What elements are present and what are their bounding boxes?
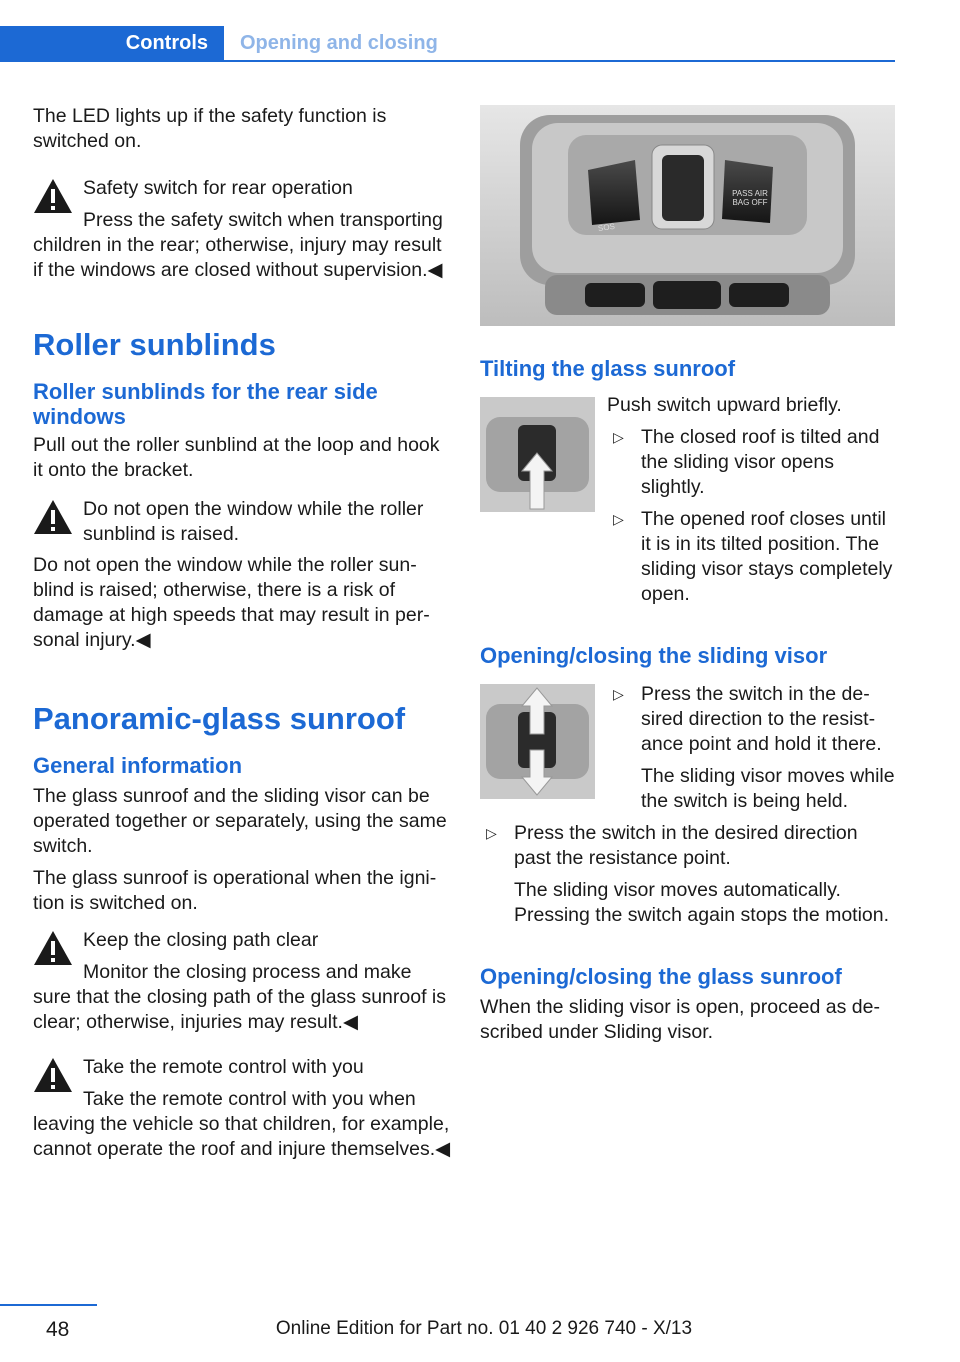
- roller-text: Pull out the roller sunblind at the loop and hook it onto the bracket.: [33, 434, 440, 481]
- warning-icon: [33, 930, 73, 966]
- warning-title: Take the remote control with you: [83, 1056, 364, 1078]
- list-item: ▷ Press the switch in the desired direction past the resistance point.: [486, 822, 858, 869]
- warning-text: Take the remote control with you when leaving the vehicle so that children, for example, cannot operate the roof and injure themselves.◀: [33, 1088, 451, 1160]
- heading-general-info: General information: [33, 753, 243, 778]
- list-bullet-icon: ▷: [613, 511, 624, 527]
- warning-roller: [33, 497, 451, 653]
- page-header: [0, 0, 895, 62]
- warning-closing-path: [33, 928, 451, 1035]
- footer-rule: [0, 1304, 97, 1306]
- switch-tilt-photo: [480, 397, 595, 512]
- warning-text: Do not open the window while the roller sunblind is raised; otherwise, there is a risk of damage at high speeds that may result in personal injury.◀: [33, 554, 430, 651]
- heading-panoramic: Panoramic-glass sunroof: [33, 701, 406, 736]
- warning-text: Monitor the closing process and make sure that the closing path of the glass sunroof is clear; otherwise, injuries may result.◀: [33, 961, 446, 1033]
- warning-title: Do not open the window while the roller sunblind is raised.: [83, 498, 424, 545]
- page-number: 48: [46, 1318, 70, 1341]
- heading-tilting: Tilting the glass sunroof: [480, 356, 736, 381]
- list-item: ▷ Press the switch in the desired direction to the resistance point and hold it there.: [613, 683, 882, 755]
- right-column: [480, 356, 895, 1045]
- list-item: ▷ The opened roof closes until it is in its tilted position. The sliding visor stays completely open.: [613, 508, 893, 605]
- visor-item2-note: The sliding visor moves automatically. Pressing the switch again stops the motion.: [514, 879, 890, 926]
- heading-sliding-visor: Opening/closing the sliding visor: [480, 643, 828, 668]
- warning-text: Press the safety switch when transporting children in the rear; otherwise, injury may result if the windows are closed without supervision.◀: [33, 209, 443, 281]
- glass-text: When the sliding visor is open, proceed as described under Sliding visor.: [480, 996, 880, 1043]
- section-tab: Opening and closing: [240, 32, 438, 54]
- visor-section: [480, 682, 895, 928]
- list-bullet-icon: ▷: [613, 686, 624, 702]
- edition-text: Online Edition for Part no. 01 40 2 926 740 - X/13: [275, 1318, 693, 1339]
- warning-title: Safety switch for rear operation: [83, 177, 353, 199]
- intro-text: The LED lights up if the safety function is switched on.: [33, 105, 387, 152]
- chapter-tab: Controls: [0, 26, 224, 61]
- warning-icon: [33, 178, 73, 214]
- left-column: [33, 100, 451, 1162]
- warning-title: Keep the closing path clear: [83, 929, 319, 951]
- heading-glass-sunroof: Opening/closing the glass sunroof: [480, 964, 842, 989]
- list-bullet-icon: ▷: [486, 825, 497, 841]
- visor-item1-note: The sliding visor moves while the switch is being held.: [641, 765, 895, 812]
- general-paragraph-2: The glass sunroof is operational when the ignition is switched on.: [33, 867, 437, 914]
- tilting-section: [480, 393, 895, 607]
- heading-roller-sunblinds: Roller sunblinds: [33, 327, 276, 362]
- warning-icon: [33, 1057, 73, 1093]
- warning-safety-switch: [33, 176, 451, 283]
- pass-airbag-label: PASS AIR BAG OFF: [732, 189, 768, 207]
- sos-label: SOS: [597, 221, 616, 234]
- heading-roller-rear: Roller sunblinds for the rear side windows: [33, 379, 378, 429]
- tilting-intro: Push switch upward briefly.: [607, 394, 842, 416]
- warning-remote-control: [33, 1055, 451, 1162]
- warning-icon: [33, 499, 73, 535]
- header-rule: [0, 60, 895, 62]
- overhead-panel-photo: [480, 105, 895, 326]
- list-item: ▷ The closed roof is tilted and the sliding visor opens slightly.: [613, 426, 880, 498]
- switch-visor-photo: [480, 684, 595, 799]
- general-paragraph-1: The glass sunroof and the sliding visor can be operated together or separately, using the same switch.: [33, 785, 447, 857]
- list-bullet-icon: ▷: [613, 429, 624, 445]
